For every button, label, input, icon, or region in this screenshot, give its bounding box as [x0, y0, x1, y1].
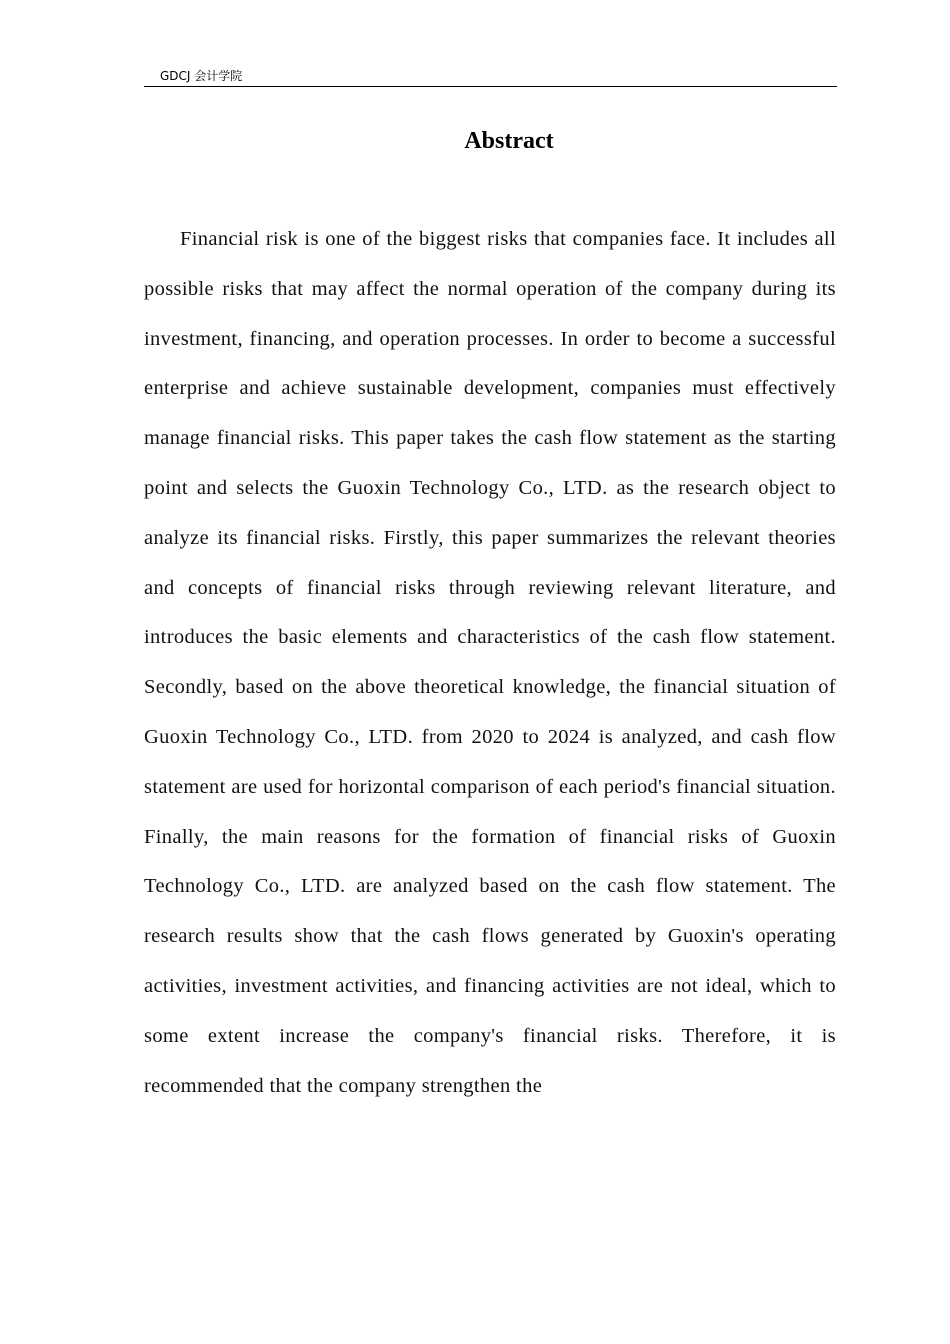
abstract-body: Financial risk is one of the biggest risks that companies face. It includes all possible risks that may affect the normal operation of the company during its investment, financing, and operation processes. In order to become a successful enterprise and achieve sustainable development, companies must effectively manage financial risks. This paper takes the cash flow statement as the starting point and selects the Guoxin Technology Co., LTD. as the research object to analyze its financial risks. Firstly, this paper summarizes the relevant theories and concepts of financial risks through reviewing relevant literature, and introduces the basic elements and characteristics of the cash flow statement. Secondly, based on the above theoretical knowledge, the financial situation of Guoxin Technology Co., LTD. from 2020 to 2024 is analyzed, and cash flow statement are used for horizontal comparison of each period's financial situation. Finally, the main reasons for the formation of financial risks of Guoxin Technology Co., LTD. are analyzed based on the cash flow statement. The research results show that the cash flows generated by Guoxin's operating activities, investment activities, and financing activities are not ideal, which to some extent increase the company's financial risks. Therefore, it is recommended that the company strengthen the [144, 228, 836, 1097]
header-label: GDCJ 会计学院 [160, 69, 243, 83]
abstract-title: Abstract [464, 128, 554, 154]
running-header [144, 66, 837, 87]
